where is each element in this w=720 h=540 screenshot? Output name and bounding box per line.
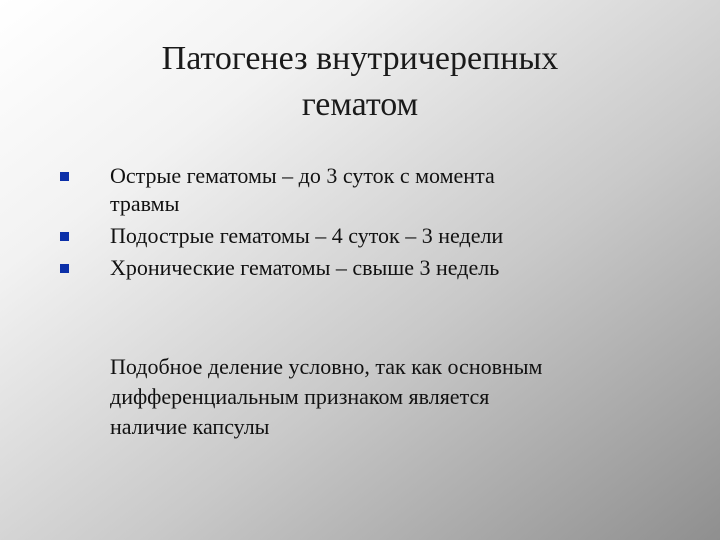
bullet-text-line: травмы (110, 191, 180, 216)
bullet-text-line: Подострые гематомы – 4 суток – 3 недели (110, 223, 504, 248)
bullet-list (58, 162, 668, 286)
square-bullet-icon (60, 264, 69, 273)
square-bullet-icon (60, 172, 69, 181)
note-line-3: наличие капсулы (110, 414, 270, 439)
bullet-item-subacute (58, 222, 668, 250)
bullet-item-chronic (58, 254, 668, 282)
note-line-1: Подобное деление условно, так как основным (110, 354, 543, 379)
title-line-2: гематом (301, 86, 419, 123)
slide-title (60, 36, 660, 128)
bullet-text-line: Хронические гематомы – свыше 3 недель (110, 255, 500, 280)
bullet-item-acute (58, 162, 668, 218)
note-line-2: дифференциальным признаком является (110, 384, 490, 409)
square-bullet-icon (60, 232, 69, 241)
title-line-1: Патогенез внутричерепных (161, 40, 559, 77)
bullet-text-line: Острые гематомы – до 3 суток с момента (110, 163, 495, 188)
note-paragraph (110, 352, 670, 442)
